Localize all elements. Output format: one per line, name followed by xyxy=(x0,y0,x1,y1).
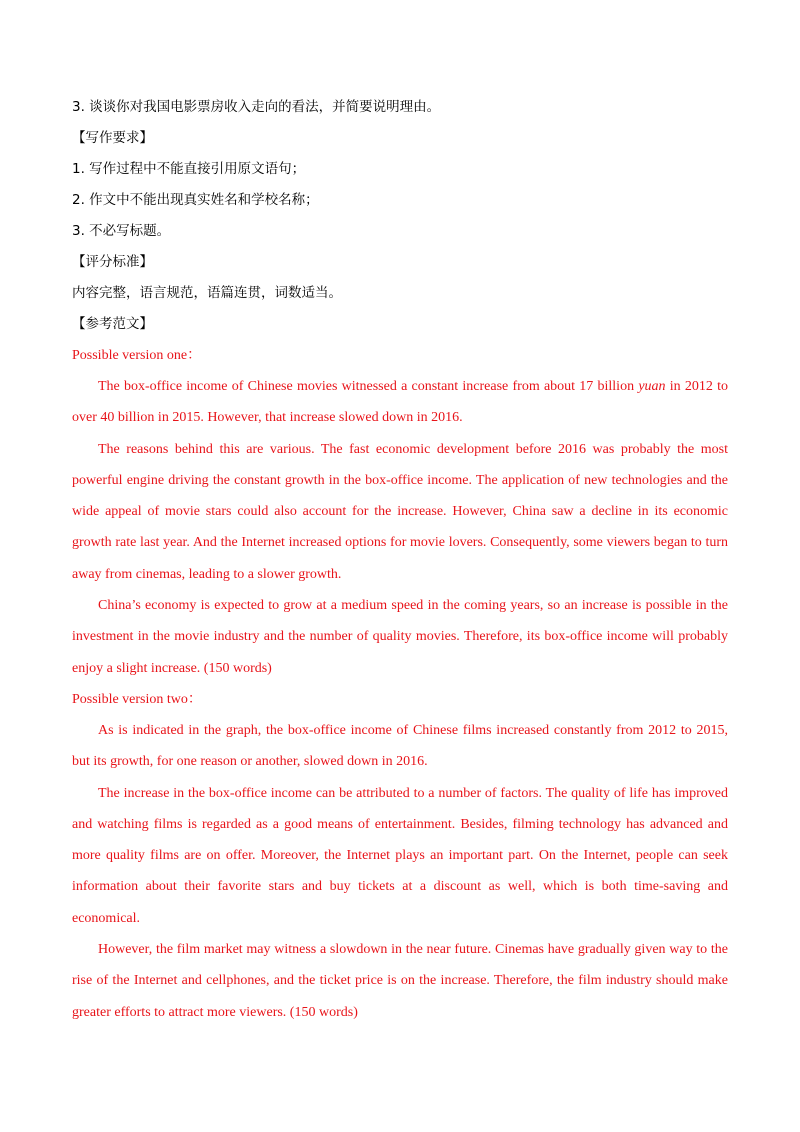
scoring-criteria-text: 内容完整，语言规范，语篇连贯，词数适当。 xyxy=(72,285,342,301)
version-two-paragraph-3: However, the film market may witness a slowdown in the near future. Cinemas have gradually given way to the rise of the Internet and cellphones, and the ticket price is on the increase. Therefore, the film industry should make greater efforts to attract more viewers. (150 words) xyxy=(72,942,728,1020)
question-3: 3. 谈谈你对我国电影票房收入走向的看法，并简要说明理由。 xyxy=(72,99,441,115)
version-two-paragraph-1: As is indicated in the graph, the box-office income of Chinese films increased constantly from 2012 to 2015, but its growth, for one reason or another, slowed down in 2016. xyxy=(72,722,728,770)
version-one-paragraph-2: The reasons behind this are various. The fast economic development before 2016 was probably the most powerful engine driving the constant growth in the box-office income. The application of new technologies and the wide appeal of movie stars could also account for the increase. However, China saw a decline in its economic growth rate last year. And the Internet increased options for movie lovers. Consequently, some viewers began to turn away from cinemas, leading to a slower growth. xyxy=(72,441,728,582)
version-one-p1-part-b: in 2012 to over 40 billion in 2015. However, that increase slowed down in 2016. xyxy=(72,379,729,426)
version-one-p1-italic-yuan: yuan xyxy=(638,379,666,394)
document-page xyxy=(72,92,728,1028)
reference-essay-heading: 【参考范文】 xyxy=(72,316,153,332)
version-one-paragraph-3: China’s economy is expected to grow at a medium speed in the coming years, so an increase is possible in the investment in the movie industry and the number of quality movies. Therefore, its box-office income will probably enjoy a slight increase. (150 words) xyxy=(72,598,728,676)
requirement-item-3: 3. 不必写标题。 xyxy=(72,223,171,239)
version-one-p1-part-a: The box-office income of Chinese movies witnessed a constant increase from about 17 billion xyxy=(98,379,639,394)
requirement-item-2: 2. 作文中不能出现真实姓名和学校名称； xyxy=(72,192,319,208)
version-two-label: Possible version two： xyxy=(72,691,202,707)
writing-requirements-heading: 【写作要求】 xyxy=(72,130,153,146)
version-two-paragraph-2: The increase in the box-office income can be attributed to a number of factors. The quality of life has improved and watching films is regarded as a good means of entertainment. Besides, filming technology has advanced and more quality films are on offer. Moreover, the Internet plays an important part. On the Internet, people can seek information about their favorite stars and buy tickets at a discount as well, which is both time-saving and economical. xyxy=(72,785,728,926)
scoring-criteria-heading: 【评分标准】 xyxy=(72,254,153,270)
requirement-item-1: 1. 写作过程中不能直接引用原文语句； xyxy=(72,161,306,177)
version-one-paragraph-1 xyxy=(72,371,728,434)
version-one-label: Possible version one： xyxy=(72,348,202,363)
